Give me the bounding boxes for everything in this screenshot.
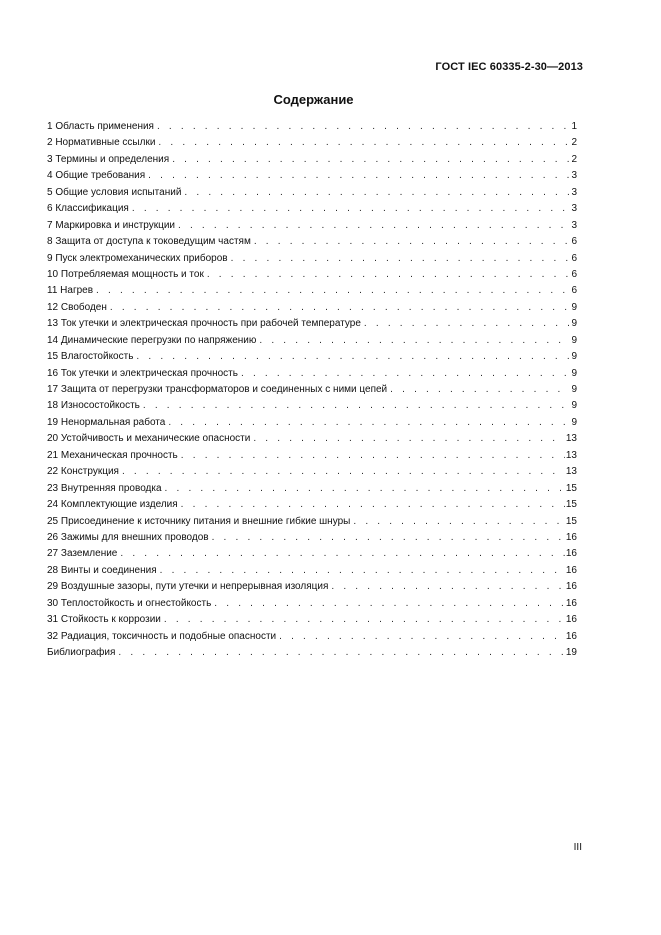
toc-entry-label: 27 Заземление <box>47 548 118 560</box>
toc-entry[interactable] <box>47 596 577 612</box>
toc-entry-label: 1 Область применения <box>47 121 154 132</box>
toc-entry[interactable] <box>47 333 577 349</box>
toc-entry-page: 16 <box>565 630 577 642</box>
toc-entry-label: 16 Ток утечки и электрическая прочность <box>47 367 238 379</box>
toc-entry[interactable] <box>47 431 577 447</box>
toc-entry[interactable] <box>47 366 577 382</box>
toc-entry-label: 22 Конструкция <box>47 466 119 478</box>
toc-entry-label: 5 Общие условия испытаний <box>47 186 182 198</box>
toc-entry-label: 28 Винты и соединения <box>47 564 157 576</box>
toc-entry[interactable] <box>47 316 577 332</box>
toc-entry-page: 13 <box>565 433 577 445</box>
toc-entry[interactable] <box>47 481 577 497</box>
toc-entry[interactable] <box>47 514 577 530</box>
toc-entry-label: 2 Нормативные ссылки <box>47 137 156 149</box>
toc-dot-leader <box>157 119 570 135</box>
toc-entry[interactable] <box>47 645 577 661</box>
toc-entry-page: 6 <box>571 268 577 280</box>
toc-entry-label: 30 Теплостойкость и огнестойкость <box>47 597 212 609</box>
toc-dot-leader <box>132 201 571 217</box>
toc-entry-page: 2 <box>571 153 577 165</box>
toc-entry-page: 16 <box>565 548 577 560</box>
toc-dot-leader <box>241 366 570 382</box>
toc-dot-leader <box>214 596 565 612</box>
toc-dot-leader <box>231 251 571 267</box>
toc-entry-label: 19 Ненормальная работа <box>47 416 166 428</box>
document-code: ГОСТ IEC 60335-2-30—2013 <box>435 61 583 73</box>
toc-entry[interactable] <box>47 563 577 579</box>
toc-entry[interactable] <box>47 234 577 250</box>
toc-entry-page: 15 <box>565 515 577 527</box>
toc-dot-leader <box>353 514 565 530</box>
toc-entry[interactable] <box>47 464 577 480</box>
toc-dot-leader <box>390 382 570 398</box>
toc-dot-leader <box>148 168 570 184</box>
toc-dot-leader <box>168 415 570 431</box>
toc-entry-label: 11 Нагрев <box>47 285 94 297</box>
toc-entry[interactable] <box>47 415 577 431</box>
toc-entry-page: 9 <box>571 318 577 330</box>
toc-entry-page: 9 <box>571 367 577 379</box>
toc-entry-page: 9 <box>571 400 577 412</box>
toc-entry-label: 21 Механическая прочность <box>47 449 178 461</box>
toc-entry[interactable] <box>47 579 577 595</box>
toc-entry-page: 19 <box>565 647 577 658</box>
toc-dot-leader <box>136 349 570 365</box>
toc-entry[interactable] <box>47 135 577 151</box>
toc-entry-label: 7 Маркировка и инструкции <box>47 219 176 231</box>
toc-dot-leader <box>178 218 570 234</box>
toc-dot-leader <box>212 530 565 546</box>
toc-entry-page: 9 <box>571 416 577 428</box>
toc-dot-leader <box>207 267 571 283</box>
toc-entry-label: 14 Динамические перегрузки по напряжению <box>47 334 257 346</box>
toc-entry-page: 6 <box>571 285 577 297</box>
toc-entry-page: 13 <box>565 466 577 478</box>
toc-entry-label: Библиография <box>47 647 116 658</box>
toc-entry-label: 25 Присоединение к источнику питания и внешние гибкие шнуры <box>47 515 351 527</box>
toc-entry[interactable] <box>47 267 577 283</box>
toc-dot-leader <box>143 398 571 414</box>
toc-entry-page: 9 <box>571 384 577 395</box>
toc-entry[interactable] <box>47 152 577 168</box>
toc-entry-label: 15 Влагостойкость <box>47 351 134 363</box>
toc-dot-leader <box>118 645 564 661</box>
toc-entry[interactable] <box>47 530 577 546</box>
toc-entry[interactable] <box>47 218 577 234</box>
toc-entry-page: 9 <box>571 351 577 363</box>
toc-entry[interactable] <box>47 300 577 316</box>
toc-entry[interactable] <box>47 629 577 645</box>
toc-entry-label: 13 Ток утечки и электрическая прочность при рабочей температуре <box>47 318 361 330</box>
toc-dot-leader <box>184 185 570 201</box>
toc-dot-leader <box>122 464 565 480</box>
toc-entry-page: 15 <box>565 482 577 494</box>
toc-entry[interactable] <box>47 497 577 513</box>
toc-entry[interactable] <box>47 251 577 267</box>
toc-entry-label: 31 Стойкость к коррозии <box>47 614 161 626</box>
toc-title: Содержание <box>273 92 354 107</box>
toc-dot-leader <box>259 333 570 349</box>
table-of-contents <box>47 119 577 661</box>
toc-dot-leader <box>172 152 570 168</box>
toc-entry-page: 9 <box>571 301 577 313</box>
toc-entry-label: 12 Свободен <box>47 301 107 313</box>
toc-dot-leader <box>164 612 565 628</box>
toc-entry-label: 24 Комплектующие изделия <box>47 499 178 511</box>
toc-dot-leader <box>364 316 571 332</box>
toc-entry-page: 3 <box>571 186 577 198</box>
toc-entry-page: 6 <box>571 252 577 264</box>
toc-entry-label: 6 Классификация <box>47 203 129 215</box>
toc-dot-leader <box>120 546 565 562</box>
toc-entry-page: 6 <box>571 236 577 248</box>
toc-entry-page: 3 <box>571 170 577 182</box>
toc-entry-label: 20 Устойчивость и механические опасности <box>47 433 251 445</box>
toc-entry-page: 13 <box>565 449 577 461</box>
toc-dot-leader <box>181 448 565 464</box>
toc-entry[interactable] <box>47 283 577 299</box>
toc-entry-label: 23 Внутренняя проводка <box>47 482 162 494</box>
toc-entry-page: 9 <box>571 334 577 346</box>
toc-entry-label: 17 Защита от перегрузки трансформаторов и соединенных с ними цепей <box>47 384 388 395</box>
toc-dot-leader <box>96 283 570 299</box>
toc-entry[interactable] <box>47 349 577 365</box>
toc-entry-label: 3 Термины и определения <box>47 153 170 165</box>
toc-dot-leader <box>253 431 565 447</box>
toc-dot-leader <box>331 579 564 595</box>
toc-entry-label: 10 Потребляемая мощность и ток <box>47 268 204 280</box>
toc-entry[interactable] <box>47 185 577 201</box>
toc-entry[interactable] <box>47 398 577 414</box>
toc-entry-label: 4 Общие требования <box>47 170 146 182</box>
toc-entry-page: 16 <box>565 614 577 626</box>
page-number: III <box>573 842 582 853</box>
toc-dot-leader <box>181 497 565 513</box>
toc-entry[interactable] <box>47 546 577 562</box>
toc-entry[interactable] <box>47 382 577 398</box>
toc-dot-leader <box>110 300 571 316</box>
toc-entry-page: 15 <box>565 499 577 511</box>
toc-entry-label: 9 Пуск электромеханических приборов <box>47 252 228 264</box>
toc-entry[interactable] <box>47 448 577 464</box>
toc-entry-page: 16 <box>565 597 577 609</box>
toc-entry-page: 16 <box>565 531 577 543</box>
toc-dot-leader <box>254 234 571 250</box>
toc-entry[interactable] <box>47 168 577 184</box>
toc-entry[interactable] <box>47 201 577 217</box>
toc-entry-label: 8 Защита от доступа к токоведущим частям <box>47 236 251 248</box>
toc-entry[interactable] <box>47 119 577 135</box>
toc-dot-leader <box>165 481 565 497</box>
toc-entry-label: 32 Радиация, токсичность и подобные опасности <box>47 630 277 642</box>
toc-entry-page: 16 <box>565 564 577 576</box>
toc-entry[interactable] <box>47 612 577 628</box>
toc-entry-page: 3 <box>571 219 577 231</box>
toc-entry-page: 2 <box>571 137 577 149</box>
toc-entry-page: 3 <box>571 203 577 215</box>
toc-dot-leader <box>279 629 565 645</box>
toc-entry-label: 29 Воздушные зазоры, пути утечки и непрерывная изоляция <box>47 581 329 593</box>
toc-entry-page: 16 <box>565 581 577 593</box>
toc-entry-label: 26 Зажимы для внешних проводов <box>47 531 209 543</box>
toc-dot-leader <box>158 135 570 151</box>
toc-entry-label: 18 Износостойкость <box>47 400 140 412</box>
toc-dot-leader <box>160 563 565 579</box>
toc-entry-page: 1 <box>571 121 577 132</box>
